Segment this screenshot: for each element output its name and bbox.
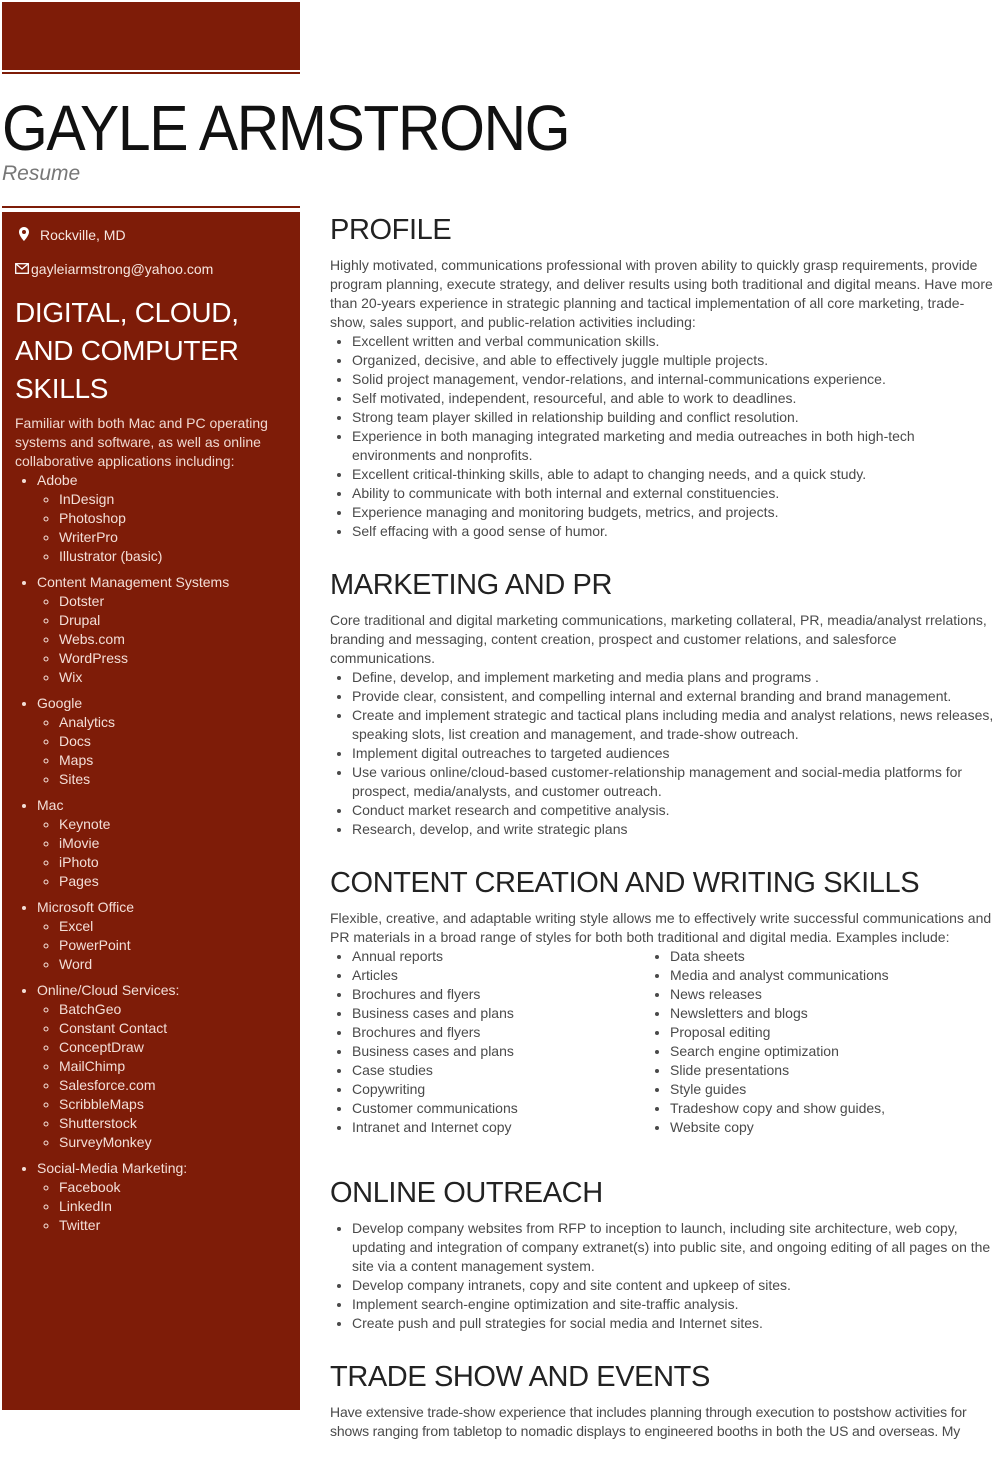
skill-item: ◦ Salesforce.com [59,1076,286,1095]
list-item: • Annual reports [352,947,648,966]
skill-group-label: Google [37,695,83,711]
tradeshow-heading: TRADE SHOW AND EVENTS [330,1361,710,1393]
list-item: • Strong team player skilled in relationship building and conflict resolution. [352,408,998,427]
list-item: • Experience in both managing integrated marketing and media outreaches in both high-tech environments and nonprofits. [352,427,998,465]
skill-sublist [37,592,286,687]
skill-item: ◦ MailChimp [59,1057,286,1076]
list-item: • Data sheets [670,947,966,966]
skill-group [37,471,286,566]
profile-section [330,212,998,541]
skill-item: ◦ WordPress [59,649,286,668]
list-item: • Provide clear, consistent, and compelling internal and external branding and brand management. [352,687,998,706]
skills-list [15,471,286,1235]
envelope-icon [15,262,29,277]
skill-sublist [37,490,286,566]
skill-sublist [37,917,286,974]
content-intro: Flexible, creative, and adaptable writing style allows me to effectively write successful communications and PR materials in a broad range of styles for both both traditional and digital media. Examples include: [330,910,992,945]
email-link[interactable]: gayleiarmstrong@yahoo.com [31,261,214,277]
list-item: • Define, develop, and implement marketing and media plans and programs . [352,668,998,687]
skill-item: ◦ iPhoto [59,853,286,872]
skill-item: ◦ iMovie [59,834,286,853]
list-item: • Experience managing and monitoring budgets, metrics, and projects. [352,503,998,522]
skill-group-label: Social-Media Marketing: [37,1160,188,1176]
skill-item: ◦ Dotster [59,592,286,611]
skill-group-label: Mac [37,797,64,813]
marketing-intro: Core traditional and digital marketing communications, marketing collateral, PR, meadia/analyst rrelations, branding and messaging, content creation, prospect and customer relations, and salesforce communications. [330,612,987,666]
list-item: • Search engine optimization [670,1042,966,1061]
marketing-bullets [330,668,998,839]
outreach-heading: ONLINE OUTREACH [330,1177,603,1209]
skill-item: ◦ Word [59,955,286,974]
header-divider [2,72,300,74]
skill-item: ◦ Maps [59,751,286,770]
skill-group [37,796,286,891]
profile-bullets [330,332,998,541]
skill-group-label: Microsoft Office [37,899,134,915]
skill-group-label: Adobe [37,472,78,488]
tradeshow-section [330,1359,998,1441]
list-item: • Solid project management, vendor-relations, and internal-communications experience. [352,370,998,389]
list-item: • Self motivated, independent, resourceful, and able to work to deadlines. [352,389,998,408]
list-item: • Business cases and plans [352,1004,648,1023]
skill-item: ◦ BatchGeo [59,1000,286,1019]
skill-item: ◦ Twitter [59,1216,286,1235]
list-item: • Slide presentations [670,1061,966,1080]
skill-item: ◦ Docs [59,732,286,751]
skill-item: ◦ Photoshop [59,509,286,528]
skill-sublist [37,815,286,891]
skill-group-label: Online/Cloud Services: [37,982,180,998]
marketing-heading: MARKETING AND PR [330,569,613,601]
skill-item: ◦ Drupal [59,611,286,630]
list-item: • Website copy [670,1118,966,1137]
outreach-bullets [330,1219,998,1333]
skill-group-label: Content Management Systems [37,574,230,590]
list-item: • Media and analyst communications [670,966,966,985]
skill-item: ◦ Sites [59,770,286,789]
list-item: • Excellent critical-thinking skills, able to adapt to changing needs, and a quick study. [352,465,998,484]
list-item: • Brochures and flyers [352,1023,648,1042]
skill-item: ◦ Analytics [59,713,286,732]
location-text: Rockville, MD [40,227,126,243]
list-item: • Business cases and plans [352,1042,648,1061]
sidebar-divider [2,206,300,208]
list-item: • Ability to communicate with both internal and external constituencies. [352,484,998,503]
list-item: • Brochures and flyers [352,985,648,1004]
skill-group [37,1159,286,1235]
skill-group [37,573,286,687]
skill-item: ◦ InDesign [59,490,286,509]
list-item: • Articles [352,966,648,985]
list-item: • Proposal editing [670,1023,966,1042]
main-content [330,212,998,1467]
content-list-right [648,947,966,1137]
email-row[interactable] [15,258,286,280]
document-subtitle: Resume [2,162,81,185]
content-section [330,865,998,1137]
list-item: • Implement digital outreaches to targeted audiences [352,744,998,763]
skill-item: ◦ Illustrator (basic) [59,547,286,566]
list-item: • Create and implement strategic and tactical plans including media and analyst relations, news releases, speaking slots, list creation and management, and trade-show outreach. [352,706,998,744]
skill-item: ◦ Wix [59,668,286,687]
skill-sublist [37,1000,286,1152]
list-item: • Research, develop, and write strategic plans [352,820,998,839]
skill-item: ◦ Excel [59,917,286,936]
header-color-block [2,2,300,70]
skill-item: ◦ WriterPro [59,528,286,547]
tradeshow-intro: Have extensive trade-show experience that includes planning through execution to postshow activities for shows ranging from tabletop to nomadic displays to engineered booths in both the US and overseas. My [330,1404,967,1439]
skill-sublist [37,1178,286,1235]
list-item: • News releases [670,985,966,1004]
list-item: • Excellent written and verbal communication skills. [352,332,998,351]
profile-heading: PROFILE [330,214,452,246]
candidate-name: GAYLE ARMSTRONG [2,92,570,164]
list-item: • Conduct market research and competitive analysis. [352,801,998,820]
marketing-section [330,567,998,839]
skills-intro: Familiar with both Mac and PC operating systems and software, as well as online collaborative applications including: [15,415,268,469]
list-item: • Implement search-engine optimization and site-traffic analysis. [352,1295,998,1314]
skill-sublist [37,713,286,789]
skill-group [37,694,286,789]
list-item: • Tradeshow copy and show guides, [670,1099,966,1118]
list-item: • Copywriting [352,1080,648,1099]
profile-intro: Highly motivated, communications professional with proven ability to quickly grasp requirements, provide program planning, execute strategy, and deliver results using both traditional and digital means. Have more than 20-years experience in strategic planning and tactical implementation of all core marketing, trade-show, sales support, and public-relation activities including: [330,257,993,330]
map-pin-icon [15,227,33,244]
content-list-left [330,947,648,1137]
skill-item: ◦ ConceptDraw [59,1038,286,1057]
list-item: • Organized, decisive, and able to effectively juggle multiple projects. [352,351,998,370]
skill-item: ◦ Pages [59,872,286,891]
list-item: • Case studies [352,1061,648,1080]
skills-heading: DIGITAL, CLOUD, AND COMPUTER SKILLS [15,297,239,404]
skill-item: ◦ LinkedIn [59,1197,286,1216]
list-item: • Customer communications [352,1099,648,1118]
skill-item: ◦ Constant Contact [59,1019,286,1038]
skill-group [37,981,286,1152]
content-heading: CONTENT CREATION AND WRITING SKILLS [330,867,920,899]
list-item: • Develop company intranets, copy and site content and upkeep of sites. [352,1276,998,1295]
list-item: • Style guides [670,1080,966,1099]
list-item: • Intranet and Internet copy [352,1118,648,1137]
list-item: • Create push and pull strategies for social media and Internet sites. [352,1314,998,1333]
location-row [15,224,286,246]
skill-item: ◦ Shutterstock [59,1114,286,1133]
skill-group [37,898,286,974]
skill-item: ◦ Webs.com [59,630,286,649]
list-item: • Develop company websites from RFP to inception to launch, including site architecture, web copy, updating and integration of company extranet(s) into public site, and ongoing editing of all pages on the site via a content management system. [352,1219,998,1276]
skill-item: ◦ Facebook [59,1178,286,1197]
skill-item: ◦ SurveyMonkey [59,1133,286,1152]
list-item: • Use various online/cloud-based customer-relationship management and social-media platforms for prospect, media/analysts, and customer outreach. [352,763,998,801]
content-columns [330,947,998,1137]
list-item: • Newsletters and blogs [670,1004,966,1023]
skill-item: ◦ ScribbleMaps [59,1095,286,1114]
skill-item: ◦ Keynote [59,815,286,834]
list-item: • Self effacing with a good sense of humor. [352,522,998,541]
sidebar [2,212,300,1410]
outreach-section [330,1175,998,1333]
skill-item: ◦ PowerPoint [59,936,286,955]
